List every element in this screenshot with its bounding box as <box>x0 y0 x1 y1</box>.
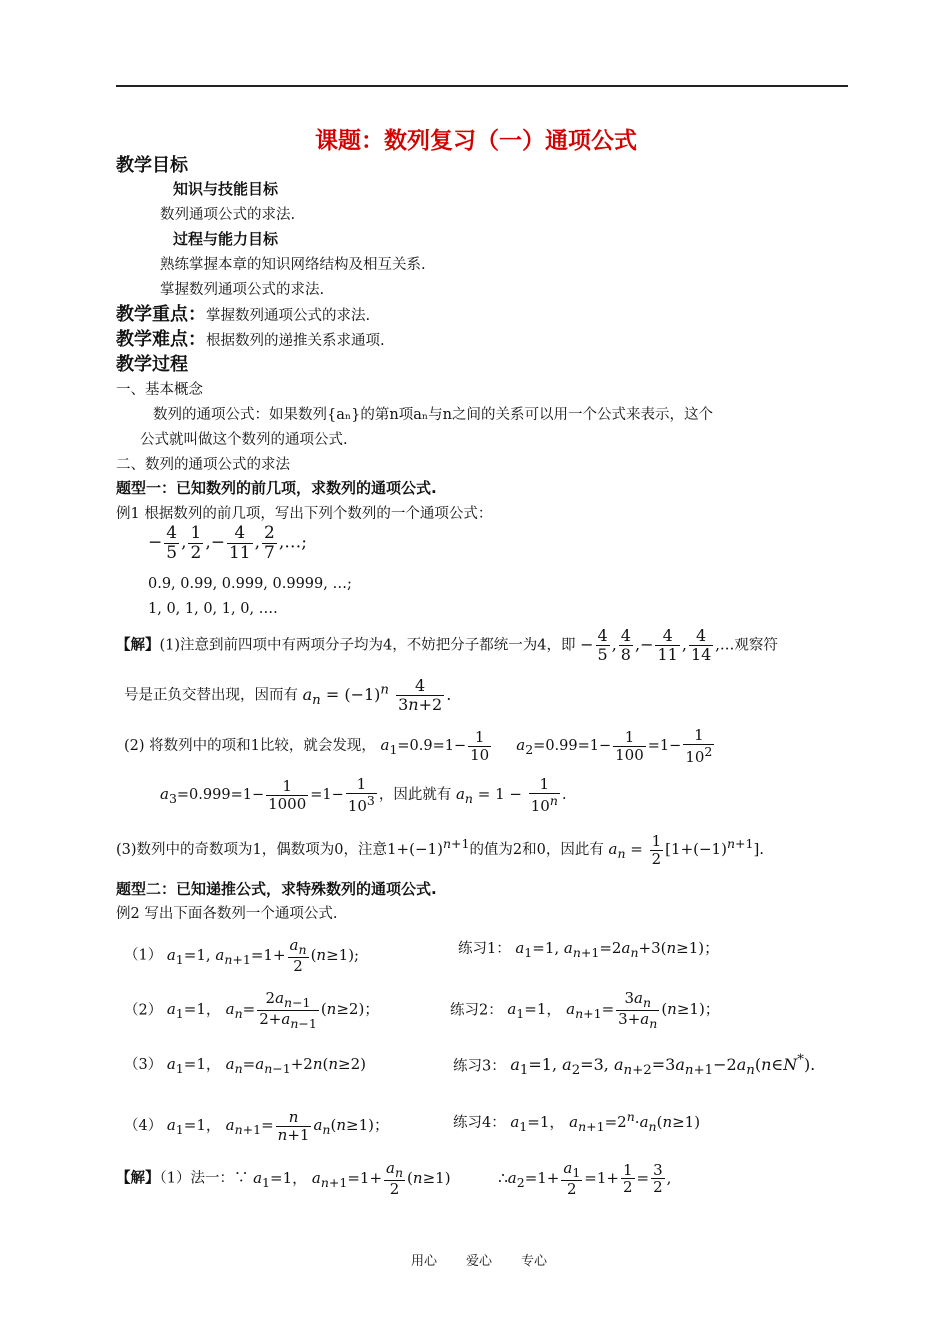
footer-item-1: 用心 <box>411 1254 438 1269</box>
ex2-item2: （2） $a_1=1$， $a_n=$ $\frac{2a_{n-1}}{2+a_{n-1}}$ (n≥2)； <box>124 989 380 1031</box>
practice1: 练习1： $a_1=1$, $a_{n+1}=2a_n+3(n\ge 1)$； <box>458 939 720 960</box>
goal-sub2-text1: 熟练掌握本章的知识网络结构及相互关系. <box>160 257 426 273</box>
header-rule <box>116 85 848 87</box>
solution-type2: 【解】（1）法一：∵ $a_1=1$， $a_{n+1}=1+$ $\frac{a_n}{2}$ (n≥1) $\therefore a_2=1+$ $\frac{a_1}{2}$ =1+ $\frac{1}{2}$ = $\frac{3}{2}$ , <box>116 1159 672 1198</box>
section-methods: 二、数列的通项公式的求法 <box>116 457 290 473</box>
key-point <box>116 300 370 326</box>
goal-sub1: 知识与技能目标 <box>173 180 279 198</box>
practice3: 练习3： $a_1=1$, $a_2=3$, $a_{n+2}=3a_{n+1}-2a_n(n\in N^*)$. <box>453 1053 816 1079</box>
process-heading: 教学过程 <box>116 354 188 375</box>
concept-paragraph-2: 公式就叫做这个数列的通项公式. <box>140 432 348 448</box>
footer-item-2: 爱心 <box>466 1254 493 1269</box>
type2-heading: 题型二：已知递推公式，求特殊数列的通项公式. <box>116 880 437 898</box>
sequence-3: 1, 0, 1, 0, 1, 0, …. <box>148 601 278 617</box>
section-basic-concept: 一、基本概念 <box>116 382 203 398</box>
page-title: 课题：数列复习（一）通项公式 <box>315 128 637 154</box>
solution2-line1: (2) 将数列中的项和1比较，就会发现， $a_1=0.9=1-$ $\frac{1}{10}$ $a_2=0.99=1-$ $\frac{1}{100}$ =1− $\frac{1}{10^2}$ <box>124 726 713 766</box>
key-point-text: 掌握数列通项公式的求法. <box>206 308 371 324</box>
solution2-line2: $a_3=0.999=1-$ $\frac{1}{1000}$ =1− $\frac{1}{10^3}$ ，因此就有 $a_n = 1$ − $\frac{1}{10^n}$ . <box>160 775 567 815</box>
concept-paragraph-1: 数列的通项公式：如果数列{aₙ}的第n项aₙ与n之间的关系可以用一个公式来表示，这个 <box>153 407 713 423</box>
ex2-item1: （1） $a_1=1$, $a_{n+1}=1+$ $\frac{a_n}{2}$ (n≥1); <box>124 936 360 975</box>
solution-label: 【解】 <box>116 636 160 654</box>
example1: 例1 根据数列的前几项，写出下列个数列的一个通项公式： <box>116 506 493 522</box>
example2: 例2 写出下面各数列一个通项公式. <box>116 906 338 922</box>
sequence-1: − $\frac{4}{5}$ , $\frac{1}{2}$ ,− $\frac{4}{11}$ , $\frac{2}{7}$ ,…; <box>148 523 307 563</box>
footer-item-3: 专心 <box>521 1254 548 1269</box>
solution3: (3)数列中的奇数项为1，偶数项为0，注意$1+(-1)^{n+1}$的值为2和0，因此有 $a_n$ = $\frac{1}{2}$ $[1+(-1)^{n+1}]$. <box>116 832 765 868</box>
difficulty <box>116 325 385 351</box>
sequence-2: 0.9, 0.99, 0.999, 0.9999, …; <box>148 576 352 592</box>
difficulty-text: 根据数列的递推关系求通项. <box>206 333 385 349</box>
sequence-1-tail: ,…; <box>278 532 307 553</box>
type1-heading: 题型一：已知数列的前几项，求数列的通项公式. <box>116 479 437 497</box>
ex2-item3: （3） $a_1=1$， $a_n=a_{n-1}+2n(n\ge 2)$ <box>124 1055 366 1076</box>
difficulty-label: 教学难点： <box>116 329 206 350</box>
goals-heading: 教学目标 <box>116 155 188 176</box>
key-point-label: 教学重点： <box>116 304 206 325</box>
goal-sub2: 过程与能力目标 <box>173 230 279 248</box>
goal-sub2-text2: 掌握数列通项公式的求法. <box>160 282 325 298</box>
practice2: 练习2： $a_1=1$， $a_{n+1}=$ $\frac{3a_n}{3+a_n}$ (n≥1)； <box>450 989 720 1031</box>
practice4: 练习4： $a_1=1$， $a_{n+1}=2^n\cdot a_n(n\ge 1)$ <box>453 1109 701 1134</box>
solution1-line2: 号是正负交替出现，因而有 $a_n = (-1)^n$ $\frac{4}{3n+2}$ . <box>124 676 452 714</box>
goal-sub1-text: 数列通项公式的求法. <box>160 207 296 223</box>
ex2-item4: （4） $a_1=1$， $a_{n+1}=$ $\frac{n}{n+1}$ $a_n(n\ge 1)$； <box>124 1108 389 1144</box>
solution1-line1: 【解】(1)注意到前四项中有两项分子均为4，不妨把分子都统一为4，即 − $\frac{4}{5}$ , $\frac{4}{8}$ ,− $\frac{4}{11}$ , $\frac{4}{14}$ ,…观察符 <box>116 626 778 664</box>
